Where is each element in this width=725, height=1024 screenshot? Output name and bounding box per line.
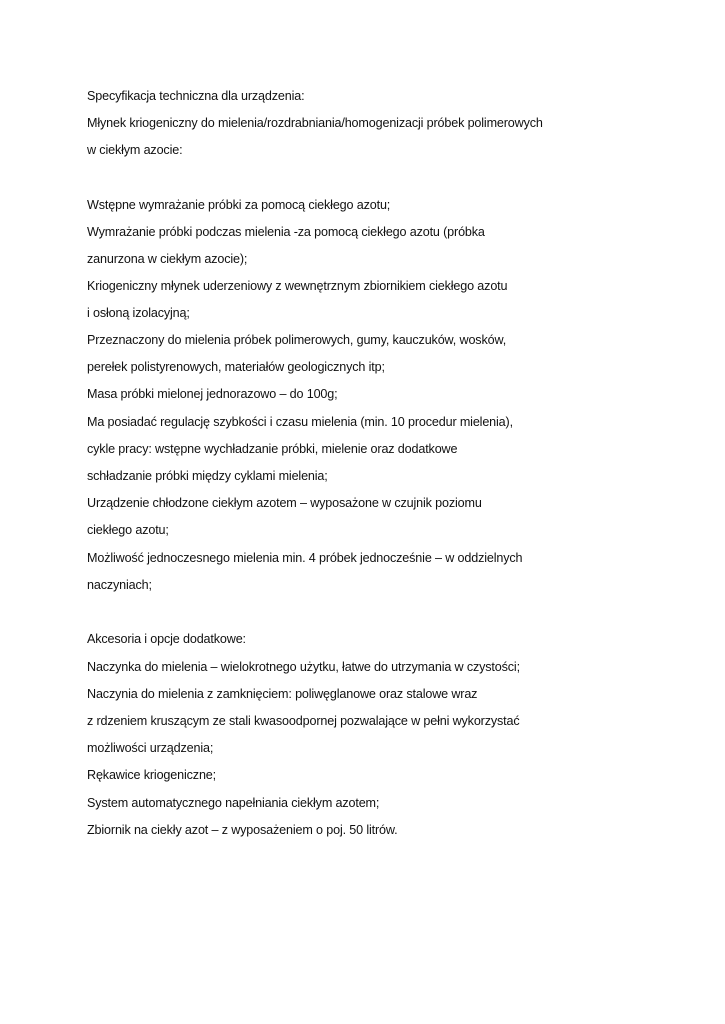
accessories-heading: Akcesoria i opcje dodatkowe: xyxy=(87,632,246,646)
accessory-line: System automatycznego napełniania ciekłym azotem; xyxy=(87,796,380,810)
spec-line: perełek polistyrenowych, materiałów geologicznych itp; xyxy=(87,360,385,374)
spec-line: ciekłego azotu; xyxy=(87,523,169,537)
device-title-line-2: w ciekłym azocie: xyxy=(87,143,183,157)
spec-line: Ma posiadać regulację szybkości i czasu mielenia (min. 10 procedur mielenia), xyxy=(87,415,513,429)
spec-line: naczyniach; xyxy=(87,578,152,592)
accessory-line: możliwości urządzenia; xyxy=(87,741,214,755)
spec-line: Przeznaczony do mielenia próbek polimerowych, gumy, kauczuków, wosków, xyxy=(87,333,507,347)
spec-line: cykle pracy: wstępne wychładzanie próbki, mielenie oraz dodatkowe xyxy=(87,442,458,456)
spec-line: Urządzenie chłodzone ciekłym azotem – wyposażone w czujnik poziomu xyxy=(87,496,482,510)
spec-line: schładzanie próbki między cyklami mielenia; xyxy=(87,469,328,483)
spec-line: Kriogeniczny młynek uderzeniowy z wewnętrznym zbiornikiem ciekłego azotu xyxy=(87,279,508,293)
accessory-line: z rdzeniem kruszącym ze stali kwasoodpornej pozwalające w pełni wykorzystać xyxy=(87,714,520,728)
spec-line: Możliwość jednoczesnego mielenia min. 4 próbek jednocześnie – w oddzielnych xyxy=(87,551,523,565)
spec-heading: Specyfikacja techniczna dla urządzenia: xyxy=(87,89,305,103)
device-title-line-1: Młynek kriogeniczny do mielenia/rozdrabniania/homogenizacji próbek polimerowych xyxy=(87,116,543,130)
spec-line: Wymrażanie próbki podczas mielenia -za pomocą ciekłego azotu (próbka xyxy=(87,225,485,239)
accessory-line: Zbiornik na ciekły azot – z wyposażeniem o poj. 50 litrów. xyxy=(87,823,398,837)
spec-line: Masa próbki mielonej jednorazowo – do 100g; xyxy=(87,387,338,401)
accessory-line: Naczynia do mielenia z zamknięciem: poliwęglanowe oraz stalowe wraz xyxy=(87,687,478,701)
spec-line: i osłoną izolacyjną; xyxy=(87,306,190,320)
spec-line: zanurzona w ciekłym azocie); xyxy=(87,252,248,266)
accessory-line: Rękawice kriogeniczne; xyxy=(87,768,216,782)
accessory-line: Naczynka do mielenia – wielokrotnego użytku, łatwe do utrzymania w czystości; xyxy=(87,660,520,674)
spec-line: Wstępne wymrażanie próbki za pomocą ciekłego azotu; xyxy=(87,198,391,212)
